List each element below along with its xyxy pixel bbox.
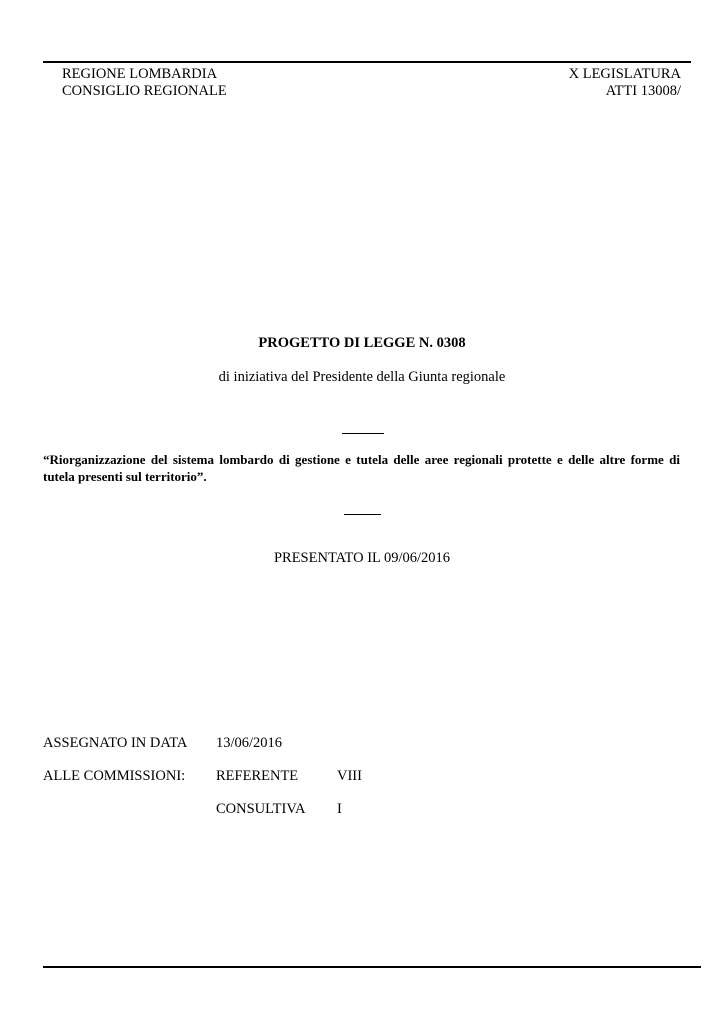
header-issuer — [62, 66, 227, 100]
separator-dash — [342, 433, 384, 434]
consultiva-label: CONSULTIVA — [216, 801, 306, 817]
document-subject: “Riorganizzazione del sistema lombardo di gestione e tutela delle aree regionali protette e delle altre forme di tutela presenti sul territorio”. — [43, 452, 680, 484]
header-region: REGIONE LOMBARDIA — [62, 66, 218, 82]
header-acts-number: ATTI 13008/ — [605, 83, 681, 99]
header-reference — [569, 66, 681, 100]
assigned-date: 13/06/2016 — [216, 735, 283, 751]
header-legislature: X LEGISLATURA — [568, 66, 681, 82]
separator-dash — [344, 514, 381, 515]
document-title: PROGETTO DI LEGGE N. 0308 — [258, 335, 466, 351]
header-council: CONSIGLIO REGIONALE — [62, 83, 227, 99]
referente-label: REFERENTE — [216, 768, 299, 784]
footer-rule — [43, 966, 701, 968]
consultiva-value: I — [337, 801, 342, 817]
header-rule — [43, 61, 691, 63]
presented-date: PRESENTATO IL 09/06/2016 — [273, 550, 451, 566]
referente-value: VIII — [337, 768, 362, 784]
commissions-label: ALLE COMMISSIONI: — [43, 768, 186, 784]
document-initiative: di iniziativa del Presidente della Giunta regionale — [218, 369, 506, 385]
assigned-label: ASSEGNATO IN DATA — [43, 735, 188, 751]
